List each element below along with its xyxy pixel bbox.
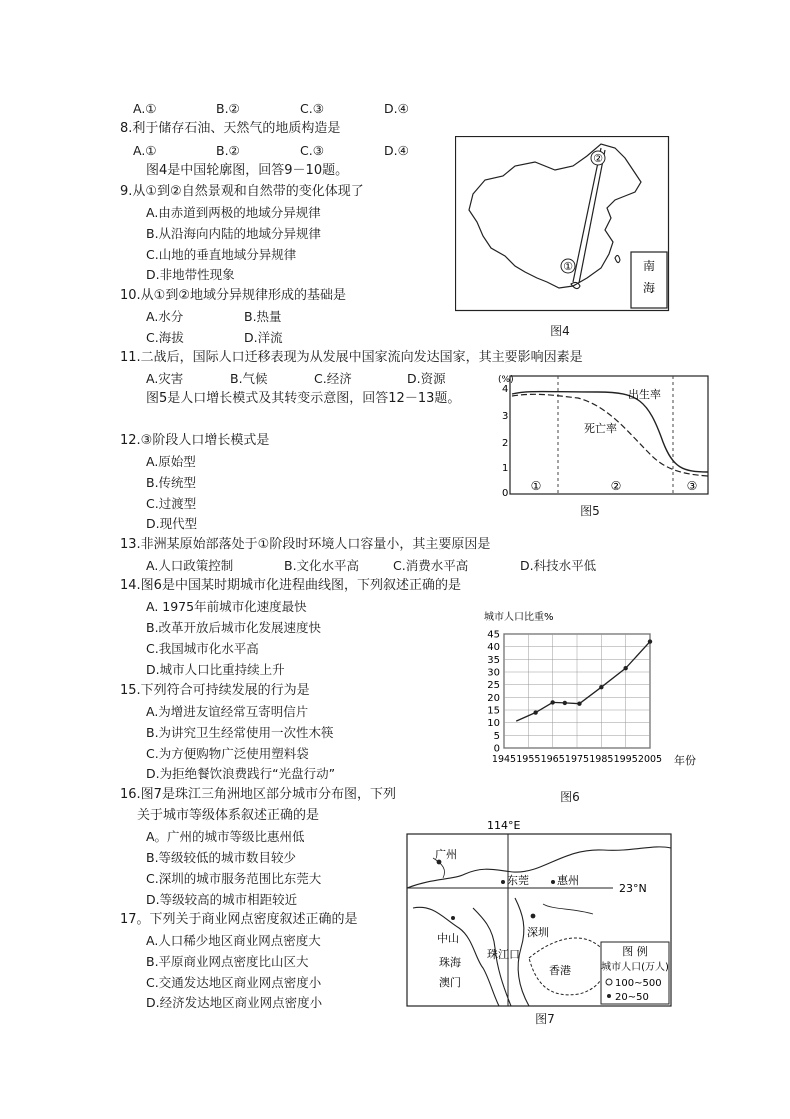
q10-option-a: A.水分 [146,309,184,324]
fig6-data-point [623,666,627,670]
q8-option-b: B.② [216,143,240,158]
fig6-xtick-label: 1995 [613,754,638,765]
legend-large-city: 100~500 [615,978,662,989]
marker-1-label: ① [563,260,573,273]
river-mouth-label: 珠江口 [487,948,520,961]
fig5-ytick-1: 1 [502,463,509,474]
fig6-data-point [550,700,554,704]
q16-option-a: A。广州的城市等级比惠州低 [146,829,305,844]
q14-stem: 14.图6是中国某时期城市化进程曲线图，下列叙述正确的是 [120,578,461,593]
q14-option-d: D.城市人口比重持续上升 [146,662,285,677]
fig4-intro: 图4是中国轮廓图，回答9－10题。 [146,163,349,178]
fig5-ytick-0: 0 [502,488,509,499]
q16-option-c: C.深圳的城市服务范围比东莞大 [146,871,322,886]
fig6-xtick-label: 1965 [540,754,565,765]
longitude-label: 114°E [487,819,521,832]
q15-option-d: D.为拒绝餐饮浪费践行“光盘行动” [146,766,336,781]
fig6-data-point [563,701,567,705]
q16-option-d: D.等级较高的城市相距较近 [146,892,298,907]
fig6-y-title: 城市人口比重% [484,612,554,623]
q16-stem-line1: 16.图7是珠江三角洲地区部分城市分布图，下列 [120,787,396,802]
figure-5-caption: 图5 [580,504,600,518]
fig6-ytick-label: 15 [487,705,500,717]
stage-2-label: ② [610,479,622,493]
fig6-ytick-label: 25 [487,680,500,692]
q12-option-a: A.原始型 [146,454,196,469]
q15-option-b: B.为讲究卫生经常使用一次性木筷 [146,725,334,740]
fig5-ytick-4: 4 [502,384,509,395]
q11-option-c: C.经济 [314,371,352,386]
figure-5-frame [510,376,708,494]
q13-option-a: A.人口政策控制 [146,558,234,573]
q9-stem: 9.从①到②自然景观和自然带的变化体现了 [120,184,364,199]
q9-option-a: A.由赤道到两极的地域分异规律 [146,205,321,220]
q15-stem: 15.下列符合可持续发展的行为是 [120,683,310,698]
q9-option-c: C.山地的垂直地域分异规律 [146,247,297,262]
q13-stem: 13.非洲某原始部落处于①阶段时环境人口容量小，其主要原因是 [120,537,491,552]
q7-option-d: D.④ [384,101,409,116]
q11-stem: 11.二战后，国际人口迁移表现为从发展中国家流向发达国家，其主要影响因素是 [120,350,583,365]
fig6-xtick-label: 1975 [564,754,590,765]
inset-label-hai: 海 [642,281,656,295]
figure-6-urbanization-chart [478,606,703,784]
figure-4-caption: 图4 [550,324,570,338]
fig5-intro: 图5是人口增长模式及其转变示意图，回答12－13题。 [146,391,461,406]
fig6-ytick-label: 30 [487,667,500,679]
q10-option-d: D.洋流 [244,330,283,345]
q14-option-a: A. 1975年前城市化速度最快 [146,599,307,614]
figure-7-prd-map [403,818,675,1008]
city-huizhou: 惠州 [557,874,579,887]
fig5-ytick-3: 3 [502,411,509,422]
q17-option-a: A.人口稀少地区商业网点密度大 [146,933,321,948]
city-zhongshan: 中山 [437,932,459,945]
city-zhuhai: 珠海 [439,956,461,969]
birth-rate-label: 出生率 [628,388,661,401]
city-guangzhou: 广州 [435,848,457,861]
fig6-xtick-label: 2005 [637,754,663,765]
fig6-data-point [533,710,537,714]
q7-option-b: B.② [216,101,240,116]
latitude-label: 23°N [619,882,647,895]
fig6-ytick-label: 20 [487,692,500,704]
q9-option-d: D.非地带性现象 [146,267,235,282]
q13-option-c: C.消费水平高 [393,558,469,573]
q15-option-a: A.为增进友谊经常互寄明信片 [146,704,309,719]
q12-option-c: C.过渡型 [146,496,197,511]
figure-4-china-map [455,136,670,316]
q7-option-a: A.① [133,101,157,116]
q11-option-a: A.灾害 [146,371,184,386]
q8-option-d: D.④ [384,143,409,158]
q14-option-b: B.改革开放后城市化发展速度快 [146,620,322,635]
q16-option-b: B.等级较低的城市数目较少 [146,850,297,865]
q17-stem: 17。下列关于商业网点密度叙述正确的是 [120,912,358,927]
fig6-ytick-label: 45 [487,629,500,641]
q10-option-b: B.热量 [244,309,282,324]
figure-5-population-model [498,372,713,500]
fig6-ytick-label: 5 [493,730,500,742]
q12-stem: 12.③阶段人口增长模式是 [120,433,270,448]
fig6-data-point [648,639,652,643]
q10-stem: 10.从①到②地域分异规律形成的基础是 [120,288,346,303]
q15-option-c: C.为方便购物广泛使用塑料袋 [146,746,309,761]
fig6-data-point [577,701,581,705]
city-hongkong: 香港 [549,964,571,977]
fig6-x-title: 年份 [674,754,696,767]
fig6-ytick-label: 0 [493,743,500,755]
q8-option-c: C.③ [300,143,324,158]
fig6-xtick-label: 1945 [491,754,517,765]
fig5-unit: (%) [498,375,514,385]
q16-stem-line2: 关于城市等级体系叙述正确的是 [137,808,320,823]
q13-option-b: B.文化水平高 [284,558,360,573]
q17-option-c: C.交通发达地区商业网点密度小 [146,975,322,990]
city-shenzhen: 深圳 [527,926,549,939]
city-dongguan: 东莞 [507,874,529,887]
legend-title: 图 例 [622,945,648,958]
fig6-ytick-label: 10 [487,718,500,730]
shenzhen-dot [531,914,536,919]
fig6-data-point [599,685,603,689]
q8-option-a: A.① [133,143,157,158]
q11-option-b: B.气候 [230,371,268,386]
q12-option-b: B.传统型 [146,475,197,490]
q8-stem: 8.利于储存石油、天然气的地质构造是 [120,121,341,136]
marker-2-label: ② [593,152,603,165]
fig6-ytick-label: 35 [487,654,500,666]
legend-subtitle: 城市人口(万人) [601,962,669,973]
legend-small-city-symbol [607,994,611,998]
inset-label-nan: 南 [642,259,656,273]
q14-option-c: C.我国城市化水平高 [146,641,259,656]
q17-option-b: B.平原商业网点密度比山区大 [146,954,309,969]
death-rate-label: 死亡率 [584,422,617,435]
dongguan-dot [501,880,505,884]
huizhou-dot [551,880,555,884]
zhongshan-dot [451,916,455,920]
fig5-ytick-2: 2 [502,438,509,449]
q13-option-d: D.科技水平低 [520,558,597,573]
fig6-ytick-label: 40 [487,642,500,654]
q12-option-d: D.现代型 [146,516,198,531]
q9-option-b: B.从沿海向内陆的地域分异规律 [146,226,322,241]
fig6-xtick-label: 1985 [589,754,614,765]
q10-option-c: C.海拔 [146,330,184,345]
q7-option-c: C.③ [300,101,324,116]
stage-1-label: ① [530,479,542,493]
figure-6-caption: 图6 [560,790,580,804]
fig6-xtick-label: 1955 [516,754,541,765]
city-macau: 澳门 [439,976,461,989]
figure-7-caption: 图7 [535,1012,555,1026]
legend-small-city: 20~50 [615,992,649,1003]
stage-3-label: ③ [686,479,698,493]
q17-option-d: D.经济发达地区商业网点密度小 [146,995,323,1010]
q11-option-d: D.资源 [407,371,446,386]
